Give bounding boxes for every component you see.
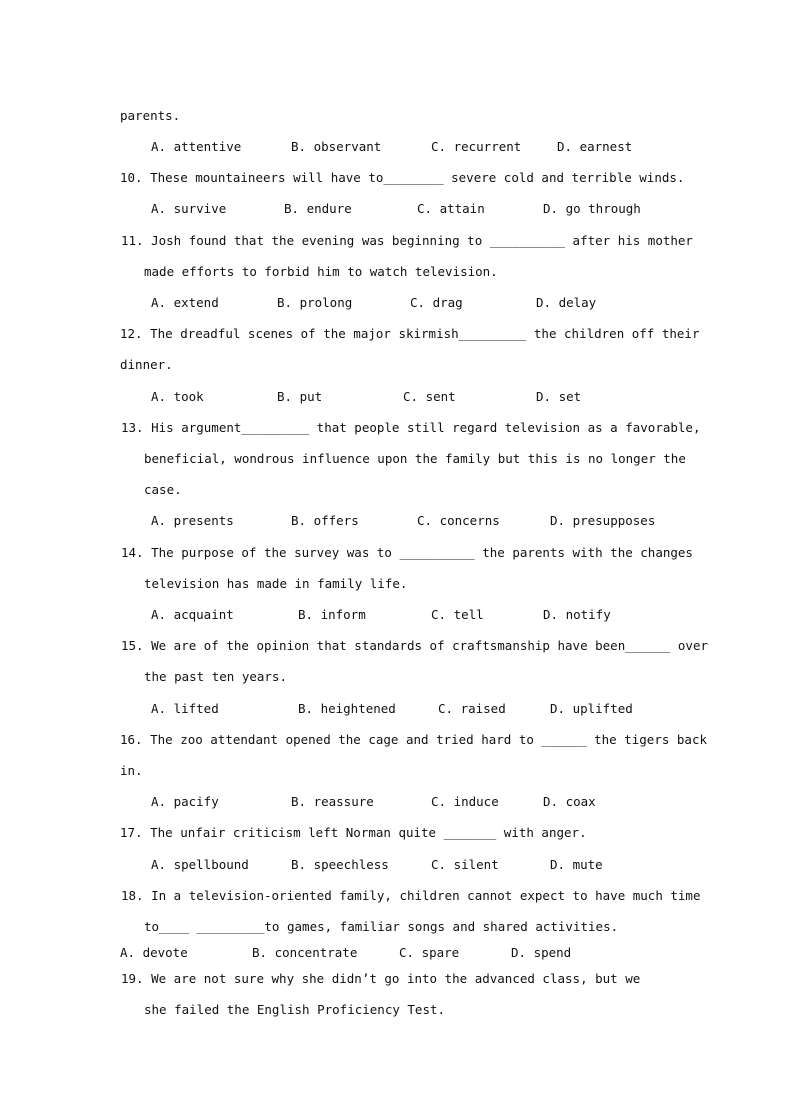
option-a: A. spellbound [151, 857, 249, 872]
option-b: B. concentrate [252, 945, 358, 960]
option-b: B. reassure [291, 794, 374, 809]
option-d: D. go through [543, 201, 641, 216]
option-c: C. spare [399, 945, 460, 960]
option-d: D. delay [536, 295, 597, 310]
option-b: B. heightened [298, 701, 396, 716]
question-18-cont: to____ _________to games, familiar songs and shared activities. [144, 919, 619, 934]
option-d: D. mute [550, 857, 603, 872]
option-d: D. earnest [557, 139, 633, 154]
option-a: A. presents [151, 513, 234, 528]
question-16-cont: in. [120, 763, 143, 778]
option-b: B. put [277, 389, 323, 404]
option-c: C. drag [410, 295, 463, 310]
option-c: C. concerns [417, 513, 500, 528]
question-12: 12. The dreadful scenes of the major skirmish_________ the children off their [120, 326, 700, 341]
option-a: A. lifted [151, 701, 219, 716]
option-a: A. extend [151, 295, 219, 310]
question-19-cont: she failed the English Proficiency Test. [144, 1002, 446, 1017]
question-12-cont: dinner. [120, 357, 173, 372]
question-13-cont: case. [144, 482, 182, 497]
option-c: C. recurrent [431, 139, 522, 154]
question-11-cont: made efforts to forbid him to watch television. [144, 264, 498, 279]
question-11: 11. Josh found that the evening was beginning to __________ after his mother [121, 233, 693, 248]
option-a: A. took [151, 389, 204, 404]
question-16: 16. The zoo attendant opened the cage and tried hard to ______ the tigers back [120, 732, 707, 747]
option-b: B. prolong [277, 295, 353, 310]
option-a: A. acquaint [151, 607, 234, 622]
option-d: D. spend [511, 945, 572, 960]
option-d: D. presupposes [550, 513, 656, 528]
question-13-cont: beneficial, wondrous influence upon the family but this is no longer the [144, 451, 686, 466]
option-b: B. observant [291, 139, 382, 154]
option-b: B. offers [291, 513, 359, 528]
option-b: B. endure [284, 201, 352, 216]
option-d: D. notify [543, 607, 611, 622]
option-c: C. attain [417, 201, 485, 216]
option-d: D. set [536, 389, 582, 404]
question-13: 13. His argument_________ that people still regard television as a favorable, [121, 420, 701, 435]
question-15-cont: the past ten years. [144, 669, 287, 684]
option-a: A. survive [151, 201, 227, 216]
option-c: C. raised [438, 701, 506, 716]
question-10: 10. These mountaineers will have to________ severe cold and terrible winds. [120, 170, 685, 185]
question-14: 14. The purpose of the survey was to __________ the parents with the changes [121, 545, 693, 560]
question-17: 17. The unfair criticism left Norman quite _______ with anger. [120, 825, 587, 840]
text-line: parents. [120, 108, 181, 123]
option-b: B. speechless [291, 857, 389, 872]
option-a: A. pacify [151, 794, 219, 809]
option-a: A. devote [120, 945, 188, 960]
question-19: 19. We are not sure why she didn’t go into the advanced class, but we [121, 971, 641, 986]
option-d: D. uplifted [550, 701, 633, 716]
question-15: 15. We are of the opinion that standards of craftsmanship have been______ over [121, 638, 708, 653]
option-c: C. tell [431, 607, 484, 622]
question-14-cont: television has made in family life. [144, 576, 408, 591]
option-c: C. sent [403, 389, 456, 404]
question-18: 18. In a television-oriented family, children cannot expect to have much time [121, 888, 701, 903]
option-c: C. induce [431, 794, 499, 809]
option-c: C. silent [431, 857, 499, 872]
option-b: B. inform [298, 607, 366, 622]
option-d: D. coax [543, 794, 596, 809]
option-a: A. attentive [151, 139, 242, 154]
